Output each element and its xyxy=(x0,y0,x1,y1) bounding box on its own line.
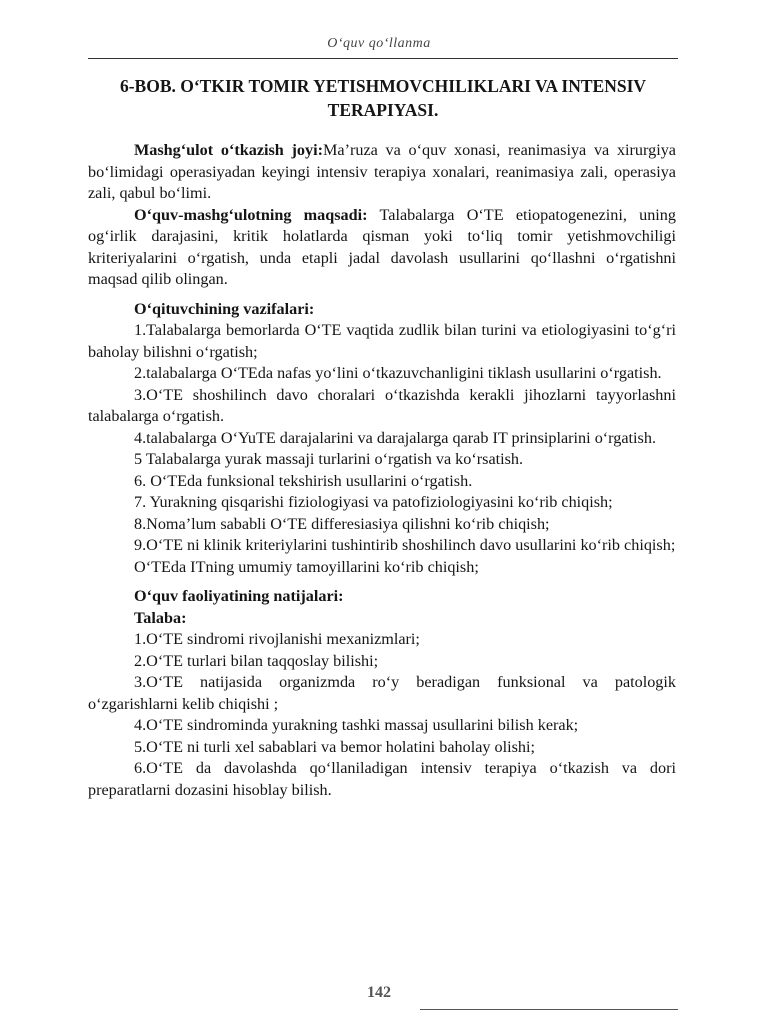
header-rule xyxy=(88,58,678,59)
goal-text: Talabalarga O‘TE etiopatogenezini, uning og‘irlik darajasini, kritik holatlarda qisman yoki to‘liq tomir yetishmovchiligi kriteriyalarini o‘rgatish, unda etapli jadal davolash usullarini qo‘llashni o‘rgatishni maqsad qilib olingan. xyxy=(88,205,676,288)
teacher-task-item: 8.Noma’lum sababli O‘TE differesiasiya qilishni ko‘rib chiqish; xyxy=(134,514,550,533)
spacer xyxy=(88,578,676,586)
result-item: 5.O‘TE ni turli xel sabablari va bemor holatini baholay olishi; xyxy=(134,737,535,756)
teacher-task-item: 2.talabalarga O‘TEda nafas yo‘lini o‘tkazuvchanligini tiklash usullarini o‘rgatish. xyxy=(134,364,662,382)
result-item: 3.O‘TE natijasida organizmda ro‘y beradigan funksional va patologik o‘zgarishlarni kelib chiqishi ; xyxy=(88,673,676,713)
teacher-task-item: O‘TEda ITning umumiy tamoyillarini ko‘rib chiqish; xyxy=(134,557,479,576)
running-header: O‘quv qo‘llanma xyxy=(327,36,431,51)
results-heading: O‘quv faoliyatining natijalari: xyxy=(134,587,344,605)
location-label: Mashg‘ulot o‘tkazish joyi: xyxy=(134,141,323,159)
result-item: 4.O‘TE sindrominda yurakning tashki massaj usullarini bilish kerak; xyxy=(134,716,579,734)
teacher-task-item: 7. Yurakning qisqarishi fiziologiyasi va patofiziologiyasini ko‘rib chiqish; xyxy=(134,493,613,511)
spacer xyxy=(88,291,676,299)
page-body xyxy=(88,140,676,801)
teacher-task-item: 1.Talabalarga bemorlarda O‘TE vaqtida zudlik bilan turini va etiologiyasini to‘g‘ri baholay bilishni o‘rgatish; xyxy=(88,321,676,361)
teacher-task-item: 5 Talabalarga yurak massaji turlarini o‘rgatish va ko‘rsatish. xyxy=(134,450,524,468)
goal-paragraph xyxy=(88,205,676,291)
results-subheading: Talaba: xyxy=(134,608,187,627)
teacher-tasks-heading: O‘qituvchining vazifalari: xyxy=(134,299,315,318)
goal-label: O‘quv-mashg‘ulotning maqsadi: xyxy=(134,205,368,224)
result-item: 1.O‘TE sindromi rivojlanishi mexanizmlari; xyxy=(134,630,420,648)
teacher-task-item: 3.O‘TE shoshilinch davo choralari o‘tkazishda kerakli jihozlarni tayyorlashni talabalarga o‘rgatish. xyxy=(88,385,676,425)
location-text: Ma’ruza va o‘quv xonasi, reanimasiya va xirurgiya bo‘limidagi operasiyadan keyingi intensiv terapiya xonalari, reanimasiya zali, operasiya zali, qabul bo‘limi. xyxy=(88,141,676,202)
result-item: 6.O‘TE da davolashda qo‘llaniladigan intensiv terapiya o‘tkazish va dori preparatlarni dozasini hisoblay bilish. xyxy=(88,759,676,799)
teacher-task-item: 6. O‘TEda funksional tekshirish usullarini o‘rgatish. xyxy=(134,471,473,490)
footer-rule xyxy=(420,1009,678,1010)
teacher-task-item: 4.talabalarga O‘YuTE darajalarini va darajalarga qarab IT prinsiplarini o‘rgatish. xyxy=(134,428,656,447)
result-item: 2.O‘TE turlari bilan taqqoslay bilishi; xyxy=(134,651,379,670)
location-paragraph xyxy=(88,140,676,205)
teacher-task-item: 9.O‘TE ni klinik kriteriylarini tushintirib shoshilinch davo usullarini ko‘rib chiqish; xyxy=(134,536,676,554)
chapter-title: 6-BOB. O‘TKIR TOMIR YETISHMOVCHILIKLARI VA INTENSIV TERAPIYASI. xyxy=(119,76,647,120)
page-number: 142 xyxy=(367,984,391,1001)
